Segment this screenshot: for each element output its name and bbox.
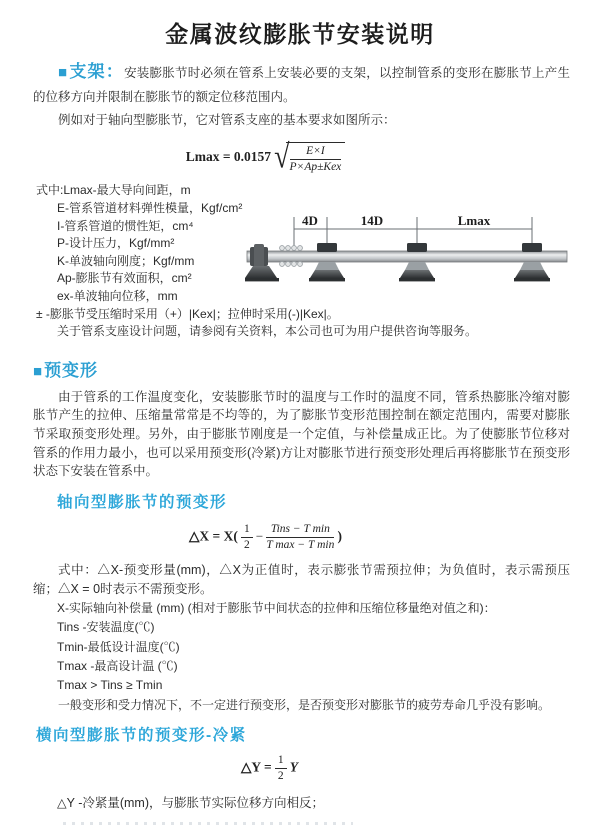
axial-subheading: 轴向型膨胀节的预变形 <box>57 493 228 511</box>
blue-square-icon: ■ <box>33 362 44 380</box>
support-intro-text: 安装膨胀节时必须在管系上安装必要的支架，以控制管系的变形在膨胀节上产生的位移方向并限制在膨胀节的额定位移范围内。 <box>33 66 570 104</box>
variable-line: Ap-膨胀节有效面积，cm² <box>57 271 192 286</box>
document-page <box>0 16 600 811</box>
support-paragraph <box>33 60 570 109</box>
formula-lhs: △Y = <box>241 759 272 775</box>
lateral-note-line: △Y -冷紧量(mm)，与膨胀节实际位移方向相反； <box>57 796 325 811</box>
axial-variable-line: X-实际轴向补偿量 (mm) (相对于膨胀节中间状态的拉伸和压缩位移量绝对值之和)： <box>57 601 496 616</box>
half-fraction: $\frac{1}{2}$ <box>241 523 253 552</box>
variable-line: I-管系管道的惯性矩，cm⁴ <box>57 218 194 233</box>
support-heading-label: 支架： <box>69 62 125 81</box>
sqrt-expression <box>274 139 345 177</box>
document-content <box>0 60 600 825</box>
support-section-heading <box>58 62 124 81</box>
axial-note-line: 一般变形和受力情况下，不一定进行预变形，是否预变形对膨胀节的疲劳寿命几乎没有影响。 <box>58 697 551 712</box>
radical-sign: √ <box>274 139 290 177</box>
dim-label-4d: 4D <box>302 213 318 229</box>
consult-note-line: 关于管系支座设计问题，请参阅有关资料，本公司也可为用户提供咨询等服务。 <box>57 324 478 339</box>
sign-note-line: ± -膨胀节受压缩时采用（+）|Kex|；拉伸时采用(-)|Kex|。 <box>36 306 339 321</box>
preform-paragraph: 由于管系的工作温度变化，安装膨胀节时的温度与工作时的温度不同，管系热膨胀冷缩对膨胀节产生的拉伸、压缩量常常是不均等的，为了膨胀节变形范围控制在额定范围内，需要对膨胀节采取预变形处理。另外，由于膨胀节刚度是一个定值，与补偿量成正比。为了使膨胀节位移对管系的作用力最小，也可以采用预变形(冷紧)方让对膨胀节进行预变形处理后再将膨胀节在预变形状态下安装在管系中。 <box>33 389 570 479</box>
axial-variable-line: Tins -安装温度(℃) <box>57 620 155 635</box>
anchor-support <box>245 244 279 281</box>
formula-lhs: △X = X( <box>189 528 238 544</box>
blue-square-icon: ■ <box>58 64 69 81</box>
support-example-line: 例如对于轴向型膨胀节，它对管系支座的基本要求如图所示： <box>58 113 396 127</box>
formula-denominator: P×Ap±Kex <box>289 161 342 174</box>
axial-variable-line: Tmax > Tins ≥ Tmin <box>57 678 163 693</box>
half-fraction: $\frac{1}{2}$ <box>275 754 287 783</box>
variable-line: ex-单波轴向位移，mm <box>57 289 178 303</box>
pipe-support-diagram <box>245 207 571 307</box>
formula-lhs: Lmax = 0.0157 <box>185 149 272 165</box>
lmax-formula <box>33 139 498 177</box>
dim-label-14d: 14D <box>360 213 384 229</box>
lateral-formula <box>33 754 506 783</box>
axial-formula <box>33 523 498 552</box>
axial-variable-list <box>33 599 570 715</box>
axial-variable-line: Tmin-最低设计温度(℃) <box>57 639 180 654</box>
page-title: 金属波纹膨胀节安装说明 <box>165 21 435 47</box>
formula-rhs: ) <box>337 528 342 544</box>
formula-rhs: Y <box>289 759 298 775</box>
axial-explain-paragraph: 式中：△X-预变形量(mm)，△X为正值时，表示膨张节需预拉伸；为负值时，表示需预压缩；△X = 0时表示不需预变形。 <box>33 563 570 597</box>
formula-numerator: E×I <box>290 145 342 160</box>
axial-variable-line: Tmax -最高设计温 (℃) <box>57 659 178 674</box>
cutoff-scan-artifact <box>63 822 353 825</box>
variable-line: K-单波轴向刚度；Kgf/mm <box>57 253 195 268</box>
variable-line: 式中:Lmax-最大导向间距，m <box>36 183 191 198</box>
variable-line: P-设计压力，Kgf/mm² <box>57 236 175 251</box>
minus-operator: − <box>255 528 264 544</box>
preform-heading-label: 预变形 <box>44 360 99 380</box>
variable-definitions <box>33 182 570 340</box>
dim-label-lmax: Lmax <box>457 213 491 229</box>
variable-line: E-管系管道材料弹性模量，Kgf/cm² <box>57 201 243 216</box>
pipe <box>247 251 567 262</box>
preform-section-heading <box>33 356 570 381</box>
temperature-fraction: $\frac{\text{Tins − T min}}{\text{T max − T min}}$ <box>266 522 335 551</box>
lateral-subheading: 横向型膨胀节的预变形-冷紧 <box>36 726 247 744</box>
